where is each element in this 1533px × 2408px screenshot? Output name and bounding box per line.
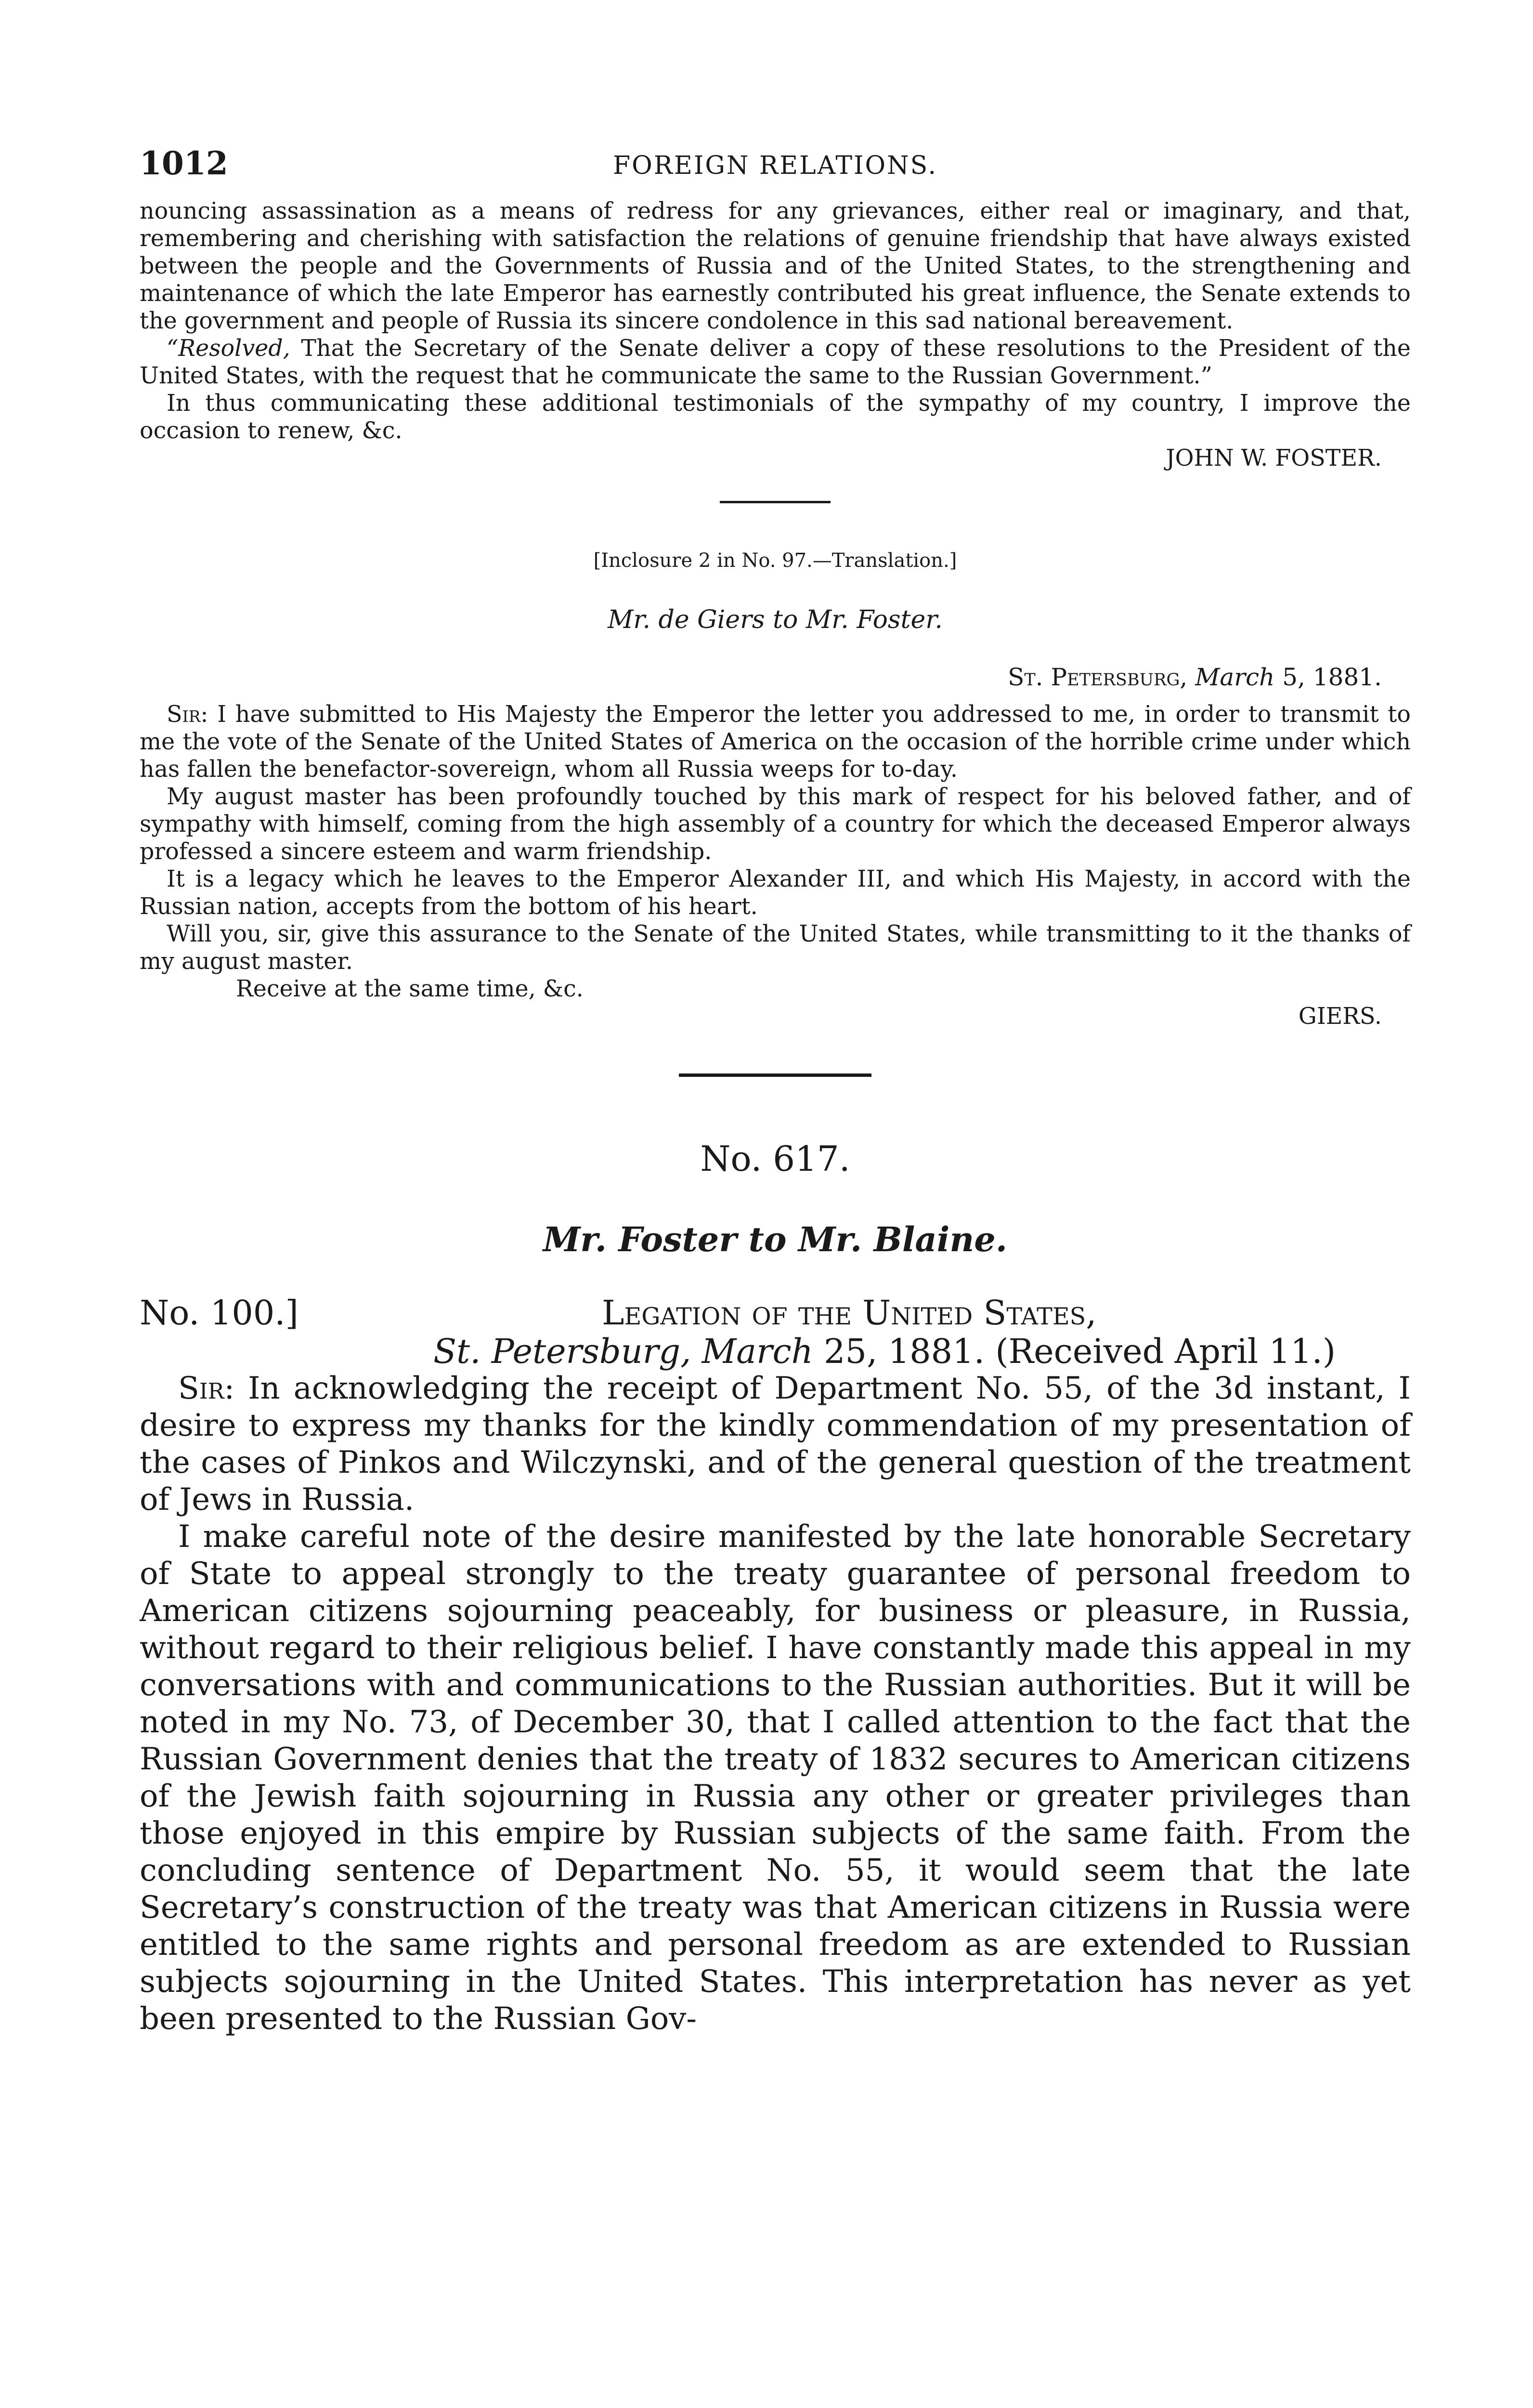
paragraph-careful-note: I make careful note of the desire manifested by the late honorable Secretary of State to appeal strongly to the treaty guarantee of personal freedom to American citizens sojourning peaceably, for business or pleasure, in Russia, without regard to their religious belief. I have constantly made this appeal in my conversations with and communications to the Russian authorities. But it will be noted in my No. 73, of December 30, that I called attention to the fact that the Russian Government denies that the treaty of 1832 secures to American citizens of the Jewish faith sojourning in Russia any other or greater privileges than those enjoyed in this empire by Russian subjects of the same faith. From the concluding sentence of Department No. 55, it would seem that the late Secretary’s construction of the treaty was that American citizens in Russia were entitled to the same rights and personal freedom as are extended to Russian subjects sojourning in the United States. This interpretation has never as yet been presented to the Russian Gov- [140,1519,1411,2037]
signature-foster: JOHN W. FOSTER. [1166,445,1382,471]
legation-name: Legation of the United States, [602,1293,1097,1333]
section-senate-resolution [140,197,1411,472]
dateline-place: St. Petersburg, [1008,663,1188,691]
paragraph-legacy: It is a legacy which he leaves to the Emperor Alexander III, and which His Majesty, in accord with the Russian nation, accepts from the bottom of his heart. [140,866,1411,920]
legation-place: St. Petersburg, March [433,1332,813,1371]
page-header [140,144,1411,197]
paragraph-acknowledging [140,1370,1411,1518]
legation-dateline [140,1293,1411,1370]
paragraph-sir-giers [140,701,1411,783]
document-number: No. 617. [700,1139,850,1179]
paragraph-communicating: In thus communicating these additional testimonials of the sympathy of my country, I improve the occasion to renew, &c. [140,390,1411,444]
inclosure-heading: Mr. de Giers to Mr. Foster. [608,605,943,634]
separator-rule [720,501,831,503]
paragraph-assurance: Will you, sir, give this assurance to the Senate of the United States, while transmitting to it the thanks of my august master. [140,921,1411,975]
salutation: Sir: [167,701,208,728]
legation-date [433,1332,1336,1371]
separator-rule-thick [679,1073,871,1077]
legation-date-rest: 25, 1881. (Received April 11.) [824,1332,1336,1371]
paragraph-condolence: nouncing assassination as a means of redress for any grievances, either real or imaginary, and that, remembering and cherishing with satisfaction the relations of genuine friendship that have always existed between the people and the Governments of Russia and of the United States, to the strengthening and maintenance of which the late Emperor has earnestly contributed his great influence, the Senate extends to the government and people of Russia its sincere condolence in this sad national bereavement. [140,198,1411,334]
running-title: FOREIGN RELATIONS. [613,151,937,180]
dateline-year: 5, 1881. [1282,663,1382,691]
signature-giers: GIERS. [1298,1003,1382,1030]
resolved-word: “Resolved, [167,335,290,362]
document-heading: Mr. Foster to Mr. Blaine. [543,1219,1008,1259]
section-dispatch-body [140,1370,1411,2038]
paragraph-text: I have submitted to His Majesty the Emperor the letter you addressed to me, in order to transmit to me the vote of the Senate of the United States of America on the occasion of the horrible crime under which has fallen the benefactor-sovereign, whom all Russia weeps for to-day. [140,701,1411,783]
salutation: Sir: [178,1371,235,1406]
inclosure-dateline [140,663,1382,691]
page-number: 1012 [140,144,228,182]
section-inclosure [140,550,1411,1030]
dispatch-number: No. 100.] [140,1293,299,1333]
paragraph-resolved [140,335,1411,390]
paragraph-august-master: My august master has been profoundly touched by this mark of respect for his beloved father, and of sympathy with himself, coming from the high assembly of a country for which the deceased Emperor always professed a sincere esteem and warm friendship. [140,784,1411,865]
dateline-month: March [1195,663,1275,691]
paragraph-receive: Receive at the same time, &c. [236,976,584,1002]
inclosure-label: [Inclosure 2 in No. 97.—Translation.] [593,550,957,572]
resolved-text: That the Secretary of the Senate deliver a copy of these resolutions to the President of the United States, with the request that he communicate the same to the Russian Government.” [140,335,1411,389]
document-page [140,144,1411,2038]
paragraph-text: In acknowledging the receipt of Department No. 55, of the 3d instant, I desire to express my thanks for the kindly commendation of my presentation of the cases of Pinkos and Wilczynski, and of the general question of the treatment of Jews in Russia. [140,1371,1411,1518]
